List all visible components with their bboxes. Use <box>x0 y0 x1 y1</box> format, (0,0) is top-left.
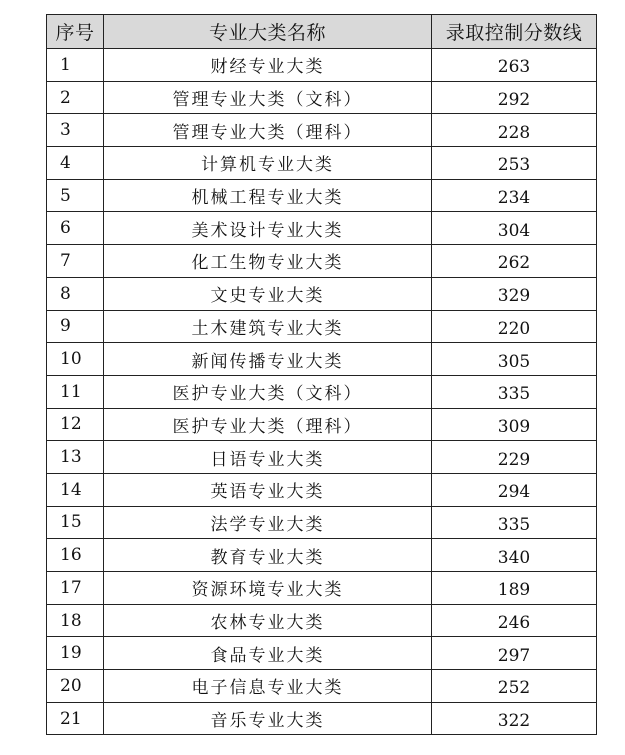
row-score: 304 <box>432 212 597 245</box>
table-row <box>47 473 597 506</box>
row-index: 1 <box>47 49 104 82</box>
header-name: 专业大类名称 <box>104 15 432 49</box>
row-index: 16 <box>47 539 104 572</box>
row-index: 20 <box>47 670 104 703</box>
table-row <box>47 539 597 572</box>
row-name: 农林专业大类 <box>104 604 432 637</box>
row-index: 5 <box>47 179 104 212</box>
row-name: 财经专业大类 <box>104 49 432 82</box>
table-row <box>47 310 597 343</box>
row-score: 309 <box>432 408 597 441</box>
row-name: 电子信息专业大类 <box>104 670 432 703</box>
row-index: 21 <box>47 702 104 735</box>
row-score: 335 <box>432 506 597 539</box>
row-score: 263 <box>432 49 597 82</box>
row-index: 6 <box>47 212 104 245</box>
row-name: 资源环境专业大类 <box>104 572 432 605</box>
table-row <box>47 114 597 147</box>
row-score: 246 <box>432 604 597 637</box>
row-score: 220 <box>432 310 597 343</box>
row-score: 335 <box>432 375 597 408</box>
row-score: 228 <box>432 114 597 147</box>
row-score: 297 <box>432 637 597 670</box>
row-index: 13 <box>47 441 104 474</box>
table-row <box>47 408 597 441</box>
table-row <box>47 441 597 474</box>
row-score: 305 <box>432 343 597 376</box>
table-row <box>47 147 597 180</box>
row-index: 2 <box>47 81 104 114</box>
table-row <box>47 245 597 278</box>
table-row <box>47 81 597 114</box>
row-score: 189 <box>432 572 597 605</box>
row-index: 9 <box>47 310 104 343</box>
row-name: 食品专业大类 <box>104 637 432 670</box>
table-row <box>47 702 597 735</box>
row-name: 计算机专业大类 <box>104 147 432 180</box>
row-name: 新闻传播专业大类 <box>104 343 432 376</box>
row-score: 252 <box>432 670 597 703</box>
row-name: 文史专业大类 <box>104 277 432 310</box>
header-score: 录取控制分数线 <box>432 15 597 49</box>
row-score: 322 <box>432 702 597 735</box>
row-score: 253 <box>432 147 597 180</box>
row-index: 10 <box>47 343 104 376</box>
row-index: 12 <box>47 408 104 441</box>
table-row <box>47 343 597 376</box>
row-score: 292 <box>432 81 597 114</box>
table-row <box>47 572 597 605</box>
table-row <box>47 604 597 637</box>
row-name: 美术设计专业大类 <box>104 212 432 245</box>
header-row <box>47 15 597 49</box>
row-name: 机械工程专业大类 <box>104 179 432 212</box>
table-row <box>47 277 597 310</box>
table-row <box>47 212 597 245</box>
score-table <box>46 14 597 735</box>
row-name: 化工生物专业大类 <box>104 245 432 278</box>
header-index: 序号 <box>47 15 104 49</box>
row-score: 262 <box>432 245 597 278</box>
table-row <box>47 49 597 82</box>
row-score: 329 <box>432 277 597 310</box>
table-row <box>47 637 597 670</box>
row-name: 日语专业大类 <box>104 441 432 474</box>
row-name: 土木建筑专业大类 <box>104 310 432 343</box>
row-index: 18 <box>47 604 104 637</box>
row-index: 11 <box>47 375 104 408</box>
row-index: 7 <box>47 245 104 278</box>
row-index: 17 <box>47 572 104 605</box>
row-index: 3 <box>47 114 104 147</box>
row-index: 14 <box>47 473 104 506</box>
table-row <box>47 506 597 539</box>
row-score: 234 <box>432 179 597 212</box>
row-name: 管理专业大类（理科） <box>104 114 432 147</box>
row-score: 294 <box>432 473 597 506</box>
table-row <box>47 375 597 408</box>
table-row <box>47 670 597 703</box>
row-name: 英语专业大类 <box>104 473 432 506</box>
row-name: 法学专业大类 <box>104 506 432 539</box>
row-name: 医护专业大类（理科） <box>104 408 432 441</box>
table-row <box>47 179 597 212</box>
row-index: 8 <box>47 277 104 310</box>
row-name: 音乐专业大类 <box>104 702 432 735</box>
row-score: 340 <box>432 539 597 572</box>
row-index: 4 <box>47 147 104 180</box>
row-score: 229 <box>432 441 597 474</box>
row-name: 教育专业大类 <box>104 539 432 572</box>
row-name: 医护专业大类（文科） <box>104 375 432 408</box>
row-index: 15 <box>47 506 104 539</box>
row-name: 管理专业大类（文科） <box>104 81 432 114</box>
row-index: 19 <box>47 637 104 670</box>
